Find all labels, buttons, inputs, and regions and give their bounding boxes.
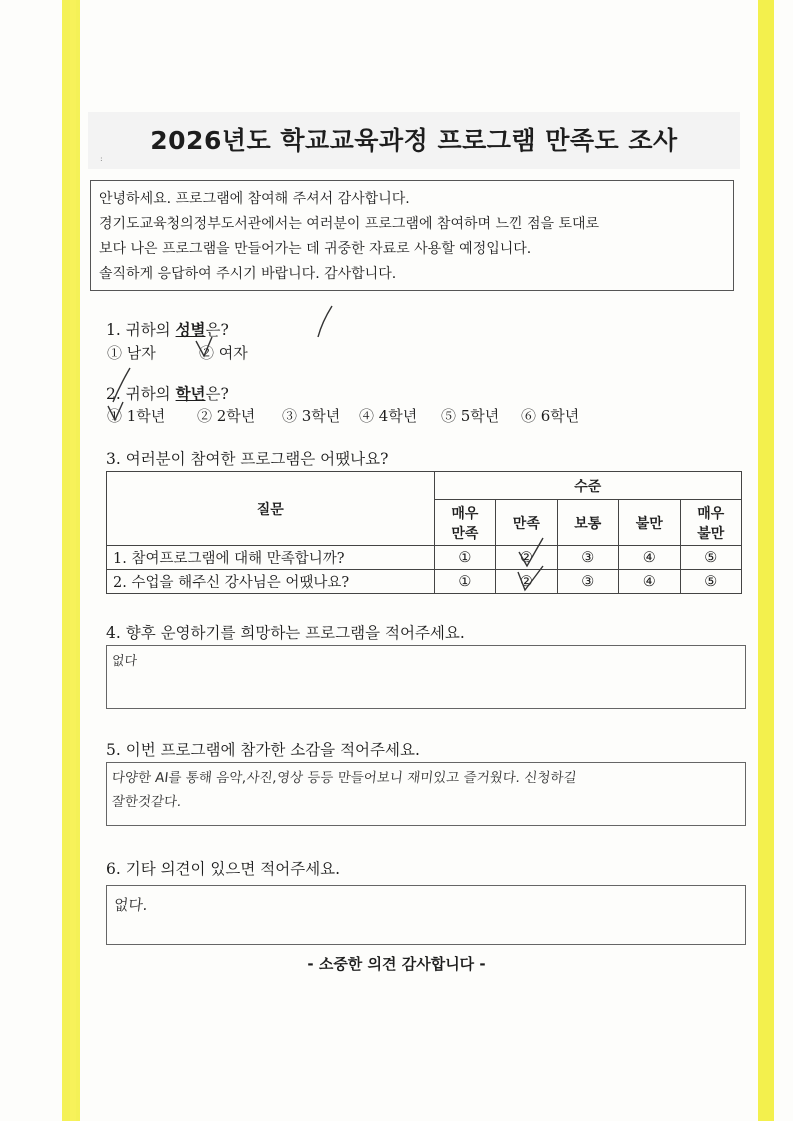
question-2-prefix: 2. 귀하의 — [106, 385, 176, 403]
question-1-keyword: 성별 — [175, 320, 206, 339]
header-question: 질문 — [107, 472, 435, 546]
option-male[interactable]: ① 남자 — [107, 344, 156, 362]
table-row-question: 2. 수업을 해주신 강사님은 어땠나요? — [107, 570, 435, 594]
intro-line: 경기도교육청의정부도서관에서는 여러분이 프로그램에 참여하며 느낀 점을 토대로 — [99, 216, 600, 232]
checkmark-gender — [318, 306, 332, 337]
option-grade-3[interactable]: ③ 3학년 — [282, 407, 341, 425]
intro-line: 솔직하게 응답하여 주시기 바랍니다. 감사합니다. — [99, 266, 397, 282]
rating-choice[interactable]: ① — [434, 546, 495, 570]
question-2-suffix: 은? — [205, 385, 229, 403]
intro-line: 보다 나은 프로그램을 만들어가는 데 귀중한 자료로 사용할 예정입니다. — [99, 241, 532, 257]
checkmark-grade-1 — [108, 402, 123, 420]
checkmark-row-1 — [519, 538, 543, 566]
rating-choice[interactable]: ④ — [619, 546, 680, 570]
checkmark-row-2 — [518, 566, 543, 590]
checkmark-female — [196, 337, 212, 356]
question-4-title: 4. 향후 운영하기를 희망하는 프로그램을 적어주세요. — [106, 624, 465, 642]
level-neutral: 보통 — [557, 500, 618, 546]
rating-choice[interactable]: ① — [434, 570, 495, 594]
question-6-title: 6. 기타 의견이 있으면 적어주세요. — [106, 860, 341, 878]
header-level: 수준 — [434, 472, 741, 500]
option-grade-2[interactable]: ② 2학년 — [197, 407, 256, 425]
page-title: 2026년도 학교교육과정 프로그램 만족도 조사 — [150, 126, 678, 155]
level-satisfied: 만족 — [496, 500, 557, 546]
handwritten-answer-6: 없다. — [113, 896, 149, 914]
option-grade-6[interactable]: ⑥ 6학년 — [521, 407, 580, 425]
rating-choice[interactable]: ⑤ — [680, 546, 742, 570]
option-grade-5[interactable]: ⑤ 5학년 — [441, 407, 500, 425]
handwritten-answer-5-line1: 다양한 AI를 통해 음악,사진,영상 등등 만들어보니 재미있고 즐거웠다. 신청하길 — [110, 770, 578, 786]
question-1-prefix: 1. 귀하의 — [106, 321, 176, 339]
handwritten-answer-5-line2: 잘한것같다. — [110, 794, 183, 810]
question-2-keyword: 학년 — [175, 384, 206, 403]
scan-mark: : — [100, 154, 103, 163]
question-1-suffix: 은? — [205, 321, 229, 339]
rating-choice-selected[interactable]: ② — [496, 570, 557, 594]
checkmark-grade — [113, 368, 130, 402]
intro-line: 안녕하세요. 프로그램에 참여해 주셔서 감사합니다. — [99, 191, 410, 207]
question-3-title: 3. 여러분이 참여한 프로그램은 어땠나요? — [106, 450, 389, 468]
rating-choice[interactable]: ③ — [557, 546, 618, 570]
closing-message: - 소중한 의견 감사합니다 - — [307, 955, 486, 973]
table-row-question: 1. 참여프로그램에 대해 만족합니까? — [107, 546, 435, 570]
question-5-title: 5. 이번 프로그램에 참가한 소감을 적어주세요. — [106, 741, 420, 759]
option-grade-1[interactable]: ① 1학년 — [107, 407, 166, 425]
handwritten-answer-4: 없다 — [111, 654, 138, 669]
option-female[interactable]: ② 여자 — [199, 344, 248, 362]
rating-choice[interactable]: ④ — [619, 570, 680, 594]
rating-choice[interactable]: ⑤ — [680, 570, 742, 594]
level-very-dissatisfied: 매우 불만 — [680, 500, 742, 546]
level-very-satisfied: 매우 만족 — [434, 500, 495, 546]
rating-choice[interactable]: ③ — [557, 570, 618, 594]
rating-choice-selected[interactable]: ② — [496, 546, 557, 570]
option-grade-4[interactable]: ④ 4학년 — [359, 407, 418, 425]
level-dissatisfied: 불만 — [619, 500, 680, 546]
